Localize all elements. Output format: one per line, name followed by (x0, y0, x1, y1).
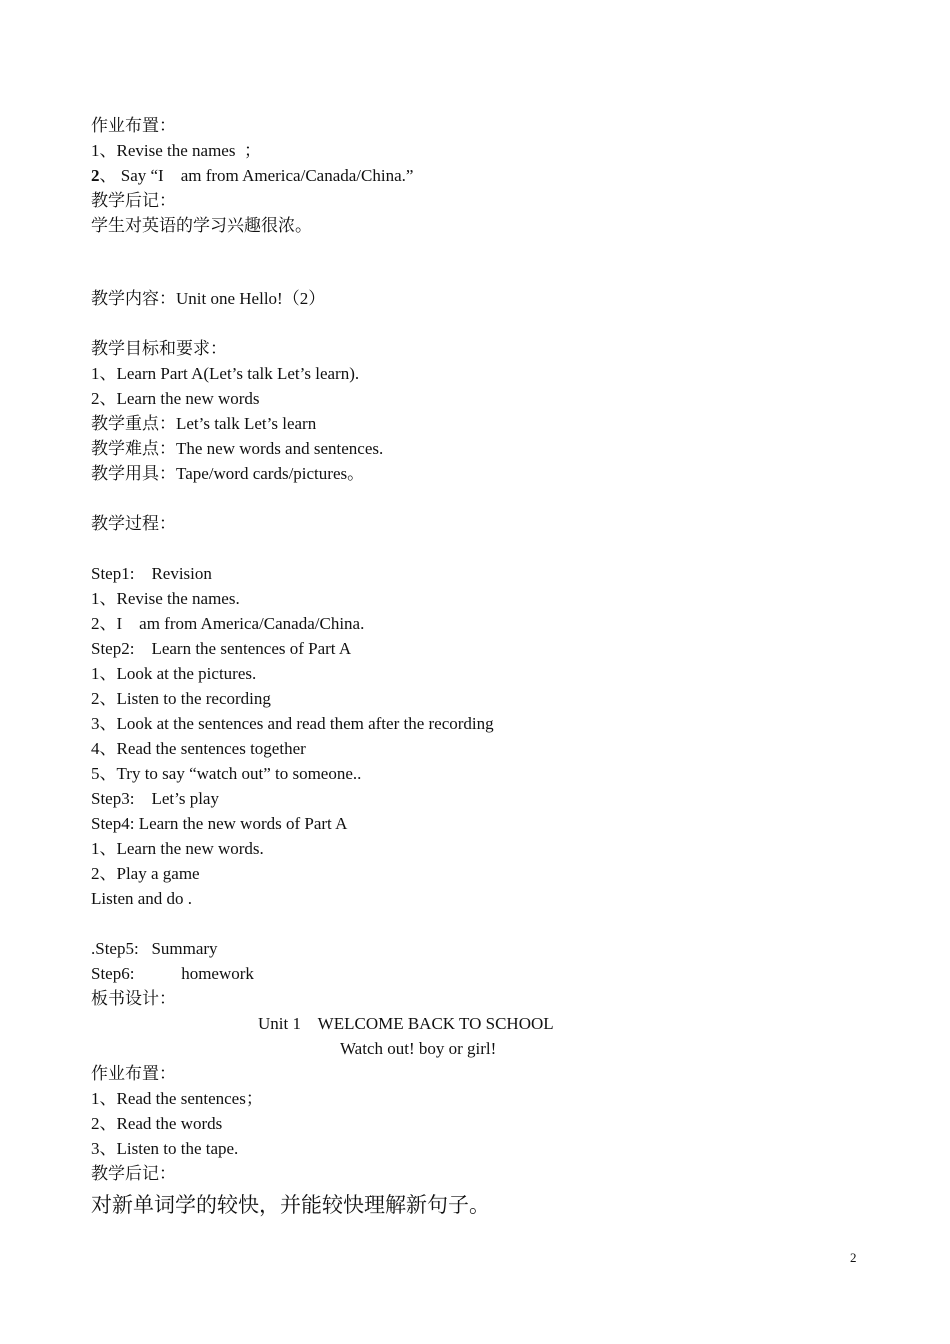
goals-heading: 教学目标和要求： (91, 339, 227, 358)
step-line: 1、Look at the pictures. (91, 664, 257, 683)
goal-item: 2、Learn the new words (91, 389, 260, 408)
goal-item: 1、Learn Part A(Let’s talk Let’s learn). (91, 364, 360, 383)
homework-heading: 作业布置： (91, 116, 176, 135)
step-line: Step6: homework (91, 964, 254, 983)
homework-item: 2、Read the words (91, 1114, 223, 1133)
homework-item-text: 、 Say “I am from America/Canada/China.” (99, 166, 414, 185)
key-points: 教学重点：Let’s talk Let’s learn (91, 414, 317, 433)
homework-item: 1、Read the sentences； (91, 1089, 263, 1108)
teaching-tools: 教学用具：Tape/word cards/pictures。 (91, 464, 365, 483)
step-line: 2、I am from America/Canada/China. (91, 614, 365, 633)
homework-item: 3、Listen to the tape. (91, 1139, 239, 1158)
homework-heading: 作业布置： (91, 1064, 176, 1083)
step-line: 3、Look at the sentences and read them after the recording (91, 714, 494, 733)
homework-item-number: 2 (91, 166, 100, 185)
step-line: 4、Read the sentences together (91, 739, 306, 758)
step-line: Step2: Learn the sentences of Part A (91, 639, 352, 658)
step-line: 1、Learn the new words. (91, 839, 264, 858)
step-line: 2、Play a game (91, 864, 200, 883)
lesson-content: 教学内容：Unit one Hello!（2） (91, 289, 326, 308)
step-line: 2、Listen to the recording (91, 689, 271, 708)
board-line: Unit 1 WELCOME BACK TO SCHOOL (258, 1014, 554, 1033)
notes-text: 学生对英语的学习兴趣很浓。 (91, 216, 312, 235)
document-page (91, 113, 911, 1220)
difficulties: 教学难点：The new words and sentences. (91, 439, 384, 458)
step-line: 1、Revise the names. (91, 589, 240, 608)
notes-heading: 教学后记： (91, 1164, 176, 1183)
step-line: Step4: Learn the new words of Part A (91, 814, 348, 833)
board-line: Watch out! boy or girl! (340, 1039, 497, 1058)
homework-item: 1、Revise the names ； (91, 141, 261, 160)
page-number: 2 (850, 1250, 857, 1265)
step-line: Step1: Revision (91, 564, 212, 583)
step-line: Step3: Let’s play (91, 789, 219, 808)
step-line: 5、Try to say “watch out” to someone.. (91, 764, 362, 783)
notes-text: 对新单词学的较快，并能较快理解新句子。 (91, 1193, 490, 1217)
notes-heading: 教学后记： (91, 191, 176, 210)
step-line: Listen and do . (91, 889, 193, 908)
board-heading: 板书设计： (91, 989, 176, 1008)
step-line: .Step5: Summary (91, 939, 218, 958)
process-heading: 教学过程： (91, 514, 176, 533)
homework-item (91, 163, 911, 188)
